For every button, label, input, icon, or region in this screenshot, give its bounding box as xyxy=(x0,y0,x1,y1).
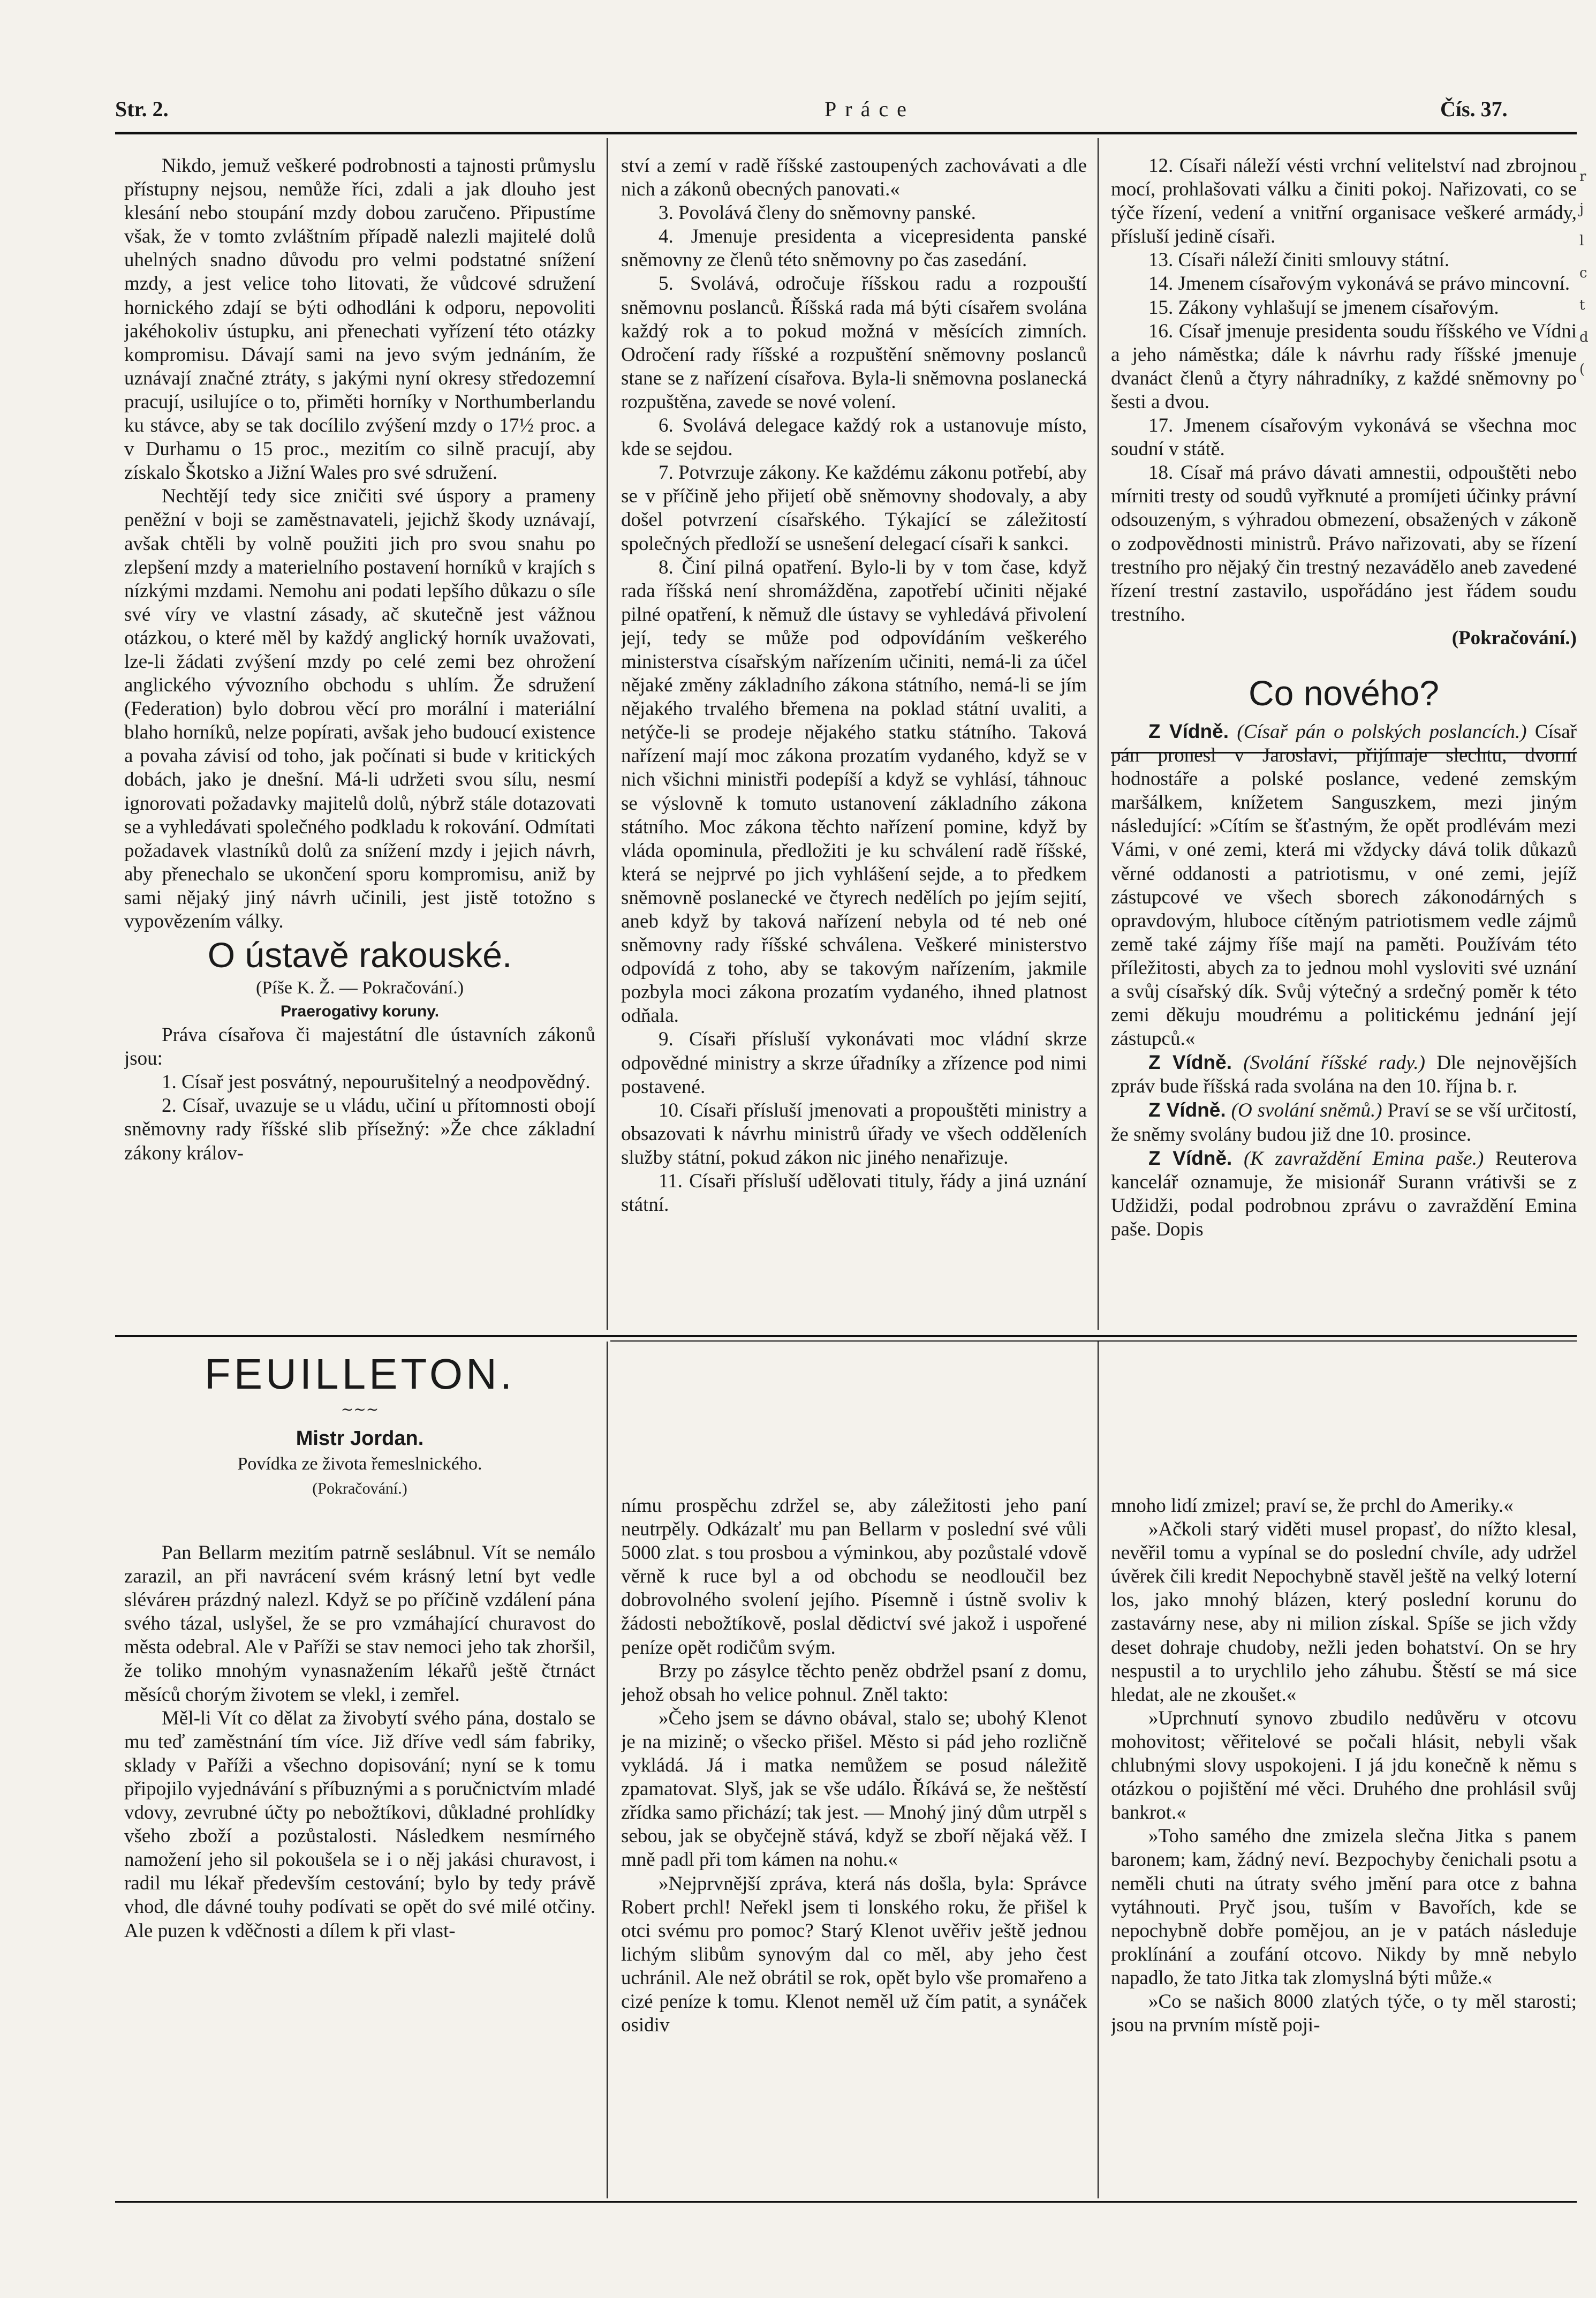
paragraph: »Uprchnutí synovo zbudilo nedůvěru v otcovu mohovitost; věřitelové se počali hlásit, nebyli však chlubnými slovy uspokojeni. I já jdu konečně k němu s otázkou o pojištění mé věci. Druhého dne prohlásil svůj bankrot.« xyxy=(1111,1707,1577,1824)
column-1-top xyxy=(124,154,595,1327)
page-number: Str. 2. xyxy=(115,97,169,121)
paragraph: »Čeho jsem se dávno obával, stalo se; ubohý Klenot je na mizině; o všecko přišel. Město si pád jeho rozličně vykládá. Já i matka nemůžem se posud náležitě zpamatovat. Slyš, jak se vše událo. Říkává se, že neštěstí zřídka samo přichází; tak jest. — Mnohý jiný dům utrpěl s sebou, jak se obyčejně stává, když se zboří nějaká věž. I mně padl při tom kámen na nohu.« xyxy=(621,1707,1087,1871)
feuilleton-heading: FEUILLETON. xyxy=(204,1350,516,1398)
paragraph: Práva císařova či majestátní dle ústavních zákonů jsou: xyxy=(124,1024,595,1070)
news-dateline: Z Vídně. xyxy=(1148,1099,1226,1121)
continuation-note: (Pokračování.) xyxy=(1451,627,1577,649)
paragraph: 9. Císaři přísluší vykonávati moc vládní skrze odpovědné ministry a skrze úřadníky a zřízence pod nimi postavené. xyxy=(621,1028,1087,1098)
section-author: (Píše K. Ž. — Pokračování.) xyxy=(255,978,464,998)
paragraph: 17. Jmenem císařovým vykonává se všechna moc soudní v státě. xyxy=(1111,415,1577,461)
paragraph: 2. Císař, uvazuje se u vládu, učiní u přítomnosti obojí sněmovny rady říšské slib přísežný: »Že chce základní zákony králov- xyxy=(124,1095,595,1164)
masthead-title: Práce xyxy=(825,97,915,121)
news-dateline: Z Vídně. xyxy=(1148,720,1229,742)
news-text: Císař pán pronesl v Jaroslavi, přijímaje slechtu, dvorní hodnostáře a polské poslance, vedené zemským maršálkem, knížetem Sanguszkem, mezi jiným následující: »Cítím se šťastným, že opět prodlévám mezi Vámi, v oné zemi, která mi vždycky dává tolik důkazů věrné oddanosti a patriotismu, v oné zemi, jejíž zástupcové ve všech sborech zákonodárných s opravdovým, hlubocе cítěným patriotismem vedle zájmů země také zájmy říše mají na paměti. Používám této příležitosti, abych za to jednou mohl vysloviti své uznání a svůj císařský dík. Svůj výtečný a srdečný poměr k této zemi děkuju moudrému a politickému jednání její zástupců.« xyxy=(1111,720,1577,1050)
column-divider-1-top xyxy=(607,138,608,1330)
story-heading xyxy=(124,1426,595,1501)
paragraph: Měl-li Vít co dělat za živobytí svého pána, dostalo se mu teď zaměstnání tím více. Již dříve vedl sám fabriky, sklady v Paříži a všechno dopisování; nyní se k tomu připojilo vyjednávání s příbuznými a s poručnictvím mladé vdovy, zevrubné účty po nebožtíkovi, důkladné prohlídky všeho zboží a pozůstalosti. Následkem nesmírného namožení jeho sil pokoušela se i o něj jakási churavost, i radil mu lékař především cestování; bylo by tedy právě vhod, dle dávné touhy podívati se opět do své milé otčiny. Ale puzen k vděčnosti a dílem k při vlast- xyxy=(124,1707,595,1942)
section-subheading: Praerogativy koruny. xyxy=(280,1003,440,1021)
feuilleton-column-3 xyxy=(1111,1494,1577,2198)
paragraph: 5. Svolává, odročuje říšskou radu a rozpouští sněmovnu poslanců. Říšská rada má býti císařem svolána každý rok a to pokud možná v měsících zimních. Odročení rady říšské a rozpuštění sněmovny poslanců stane se z nařízení císařova. Byla-li sněmovna poslanecká rozpuštěna, zavede se nové volení. xyxy=(621,273,1087,413)
paragraph: 10. Císaři přísluší jmenovati a propouštěti ministry a obsazovati k návrhu ministrů úřady ve všech odděleních služby státní, pokud zákon nic jiného nenařizuje. xyxy=(621,1099,1087,1169)
paragraph: 15. Zákony vyhlašují se jmenem císařovým. xyxy=(1148,296,1499,319)
header-rule xyxy=(115,132,1577,134)
paragraph: 3. Povolává členy do sněmovny panské. xyxy=(659,202,976,224)
news-headline: (O svolání sněmů.) xyxy=(1231,1099,1382,1122)
feuilleton-rule xyxy=(115,1335,1577,1337)
story-title: Mistr Jordan. xyxy=(296,1427,424,1450)
paragraph: »Co se našich 8000 zlatých týče, o ty měl starosti; jsou na prvním místě poji- xyxy=(1111,1990,1577,2037)
paragraph: 11. Císaři přísluší udělovati tituly, řády a jiná uznání státní. xyxy=(621,1170,1087,1216)
news-text: Dle nejnovějších zpráv bude říšská rada svolána na den 10. října b. r. xyxy=(1111,1052,1577,1098)
paragraph: nímu prospěchu zdržel se, aby záležitosti jeho paní neutrpěly. Odkázalť mu pan Bellarm v poslední své vůli 5000 zlat. s tou prosbou a výminkou, aby pozůstalé vdově věrně k ruce byl a od obchodu se neodlоučil bez dobrovolného svolení jejího. Písemně i ústně svoliv k žádosti nebožtíkově, poslal dědictví své jakož i uspořené peníze opět rodičům svým. xyxy=(621,1495,1087,1659)
column-2-top xyxy=(621,154,1087,1327)
section-title: O ústavě rakouské. xyxy=(207,935,512,975)
page-bottom-rule xyxy=(115,2201,1577,2203)
news-text: Reuterova kancelář oznamuje, že misionář Surann vrátivši se z Udžidži, podal podrobnou zprávu o zavraždění Emina paše. Dopis xyxy=(1111,1147,1577,1240)
paragraph: mnoho lidí zmizel; praví se, že prchl do Ameriky.« xyxy=(1111,1495,1514,1517)
paragraph: 18. Císař má právo dávati amnestii, odpouštěti nebo mírniti tresty od soudů vyřknuté a promíjeti účinky právní odsouzeným, s výhradou obmezení, obsažených v zákoně o zodpovědnosti ministrů. Právo nařizovati, aby se řízení trestního pro nějaký čin trestný nezavádělo aneb zavedené řízení trestní zastavilo, uspořádáno jest řádem soudu trestního. xyxy=(1111,462,1577,626)
column-divider-2-top xyxy=(1098,138,1099,1330)
column-divider-2-bottom xyxy=(1098,1342,1099,2198)
news-item xyxy=(1111,1051,1577,1098)
paragraph: Nikdo, jemuž veškeré podrobnosti a tajnosti průmyslu přístupny nejsou, nemůže říci, zdali a jak dlouho jest klesání nebo stoupání mzdy dobou zaručeno. Připustíme však, že v tomto zvláštním případě nalezli majitelé dolů uhelných snadno důvodu pro velmi podstatné snížení mzdy, a jest velice toho litovati, že vůdcové sdružení hornického zdají se býti odhodláni k odporu, nepovoliti jakéhokoliv ústupku, ani přenechati vyřízení této otázky kompromisu. Dávají sami na jevo svým jednáním, že uznávají značné ztráty, s jakými nyní okresy středozemní pracují, usilujíce o to, přiměti horníky v Northumberlandu ku stávce, aby se tak docílilo zvýšení mzdy o 17½ proc. a v Durhamu o 15 proc., mezitím co silně pracují, aby získalo Škotsko a Jižní Wales pro své sdružení. xyxy=(124,155,595,484)
paragraph: 8. Činí pilná opatření. Bylo-li by v tom čase, když rada říšská není shromážděna, zapotřebí učiniti nějaké pilné opatření, k němuž dle ústavy se vyhledává přivolení její, tedy se může pod odpovídáním veškerého ministerstva císařským nařízením učiniti, nemá-li za účel nějaké změny základního zákona státního, nemá-li se jím nějakého trvalého břemena na poklad státní uvaliti, a netýče-li se prodeje nějakého statku státního. Taková nařízení mají moc zákona prozatím vydaného, když se v nich všichni ministři podepíší a když se vyhlásí, táhnouc se výslovně k tomuto ustanovení základního zákona státního. Moc zákona těchto nařízení pomine, když by vláda opominula, předložiti je ku schválení radě říšské, která se nejprvé po jich vyhlášení sejde, a to předkem sněmovně poslanecké ve čtyrech nedělích po jejím sejití, aneb když by taková nařízení nebyla od té neb oné sněmovny rady říšské schválena. Veškeré ministerstvo odpovídá z toho, aby se takovým nařízením, jakmile pozbyla moci zákona prozatím vydaného, ihned platnost odňala. xyxy=(621,556,1087,1027)
paragraph: 16. Císař jmenuje presidenta soudu říšského ve Vídni a jeho náměstka; dále k návrhu rady říšské jmenuje dvanáct členů a čtyry náhradníky, z každé sněmovny po šesti a dvou. xyxy=(1111,320,1577,413)
paragraph: 14. Jmenem císařovým vykonává se právo mincovní. xyxy=(1148,273,1570,295)
news-headline: (Svolání říšské rady.) xyxy=(1243,1052,1425,1074)
paragraph: »Ačkoli starý viděti musel propasť, do nížto klesal, nevěřil tomu a vypínal se do poslední chvíle, ady udržel úvěrek čili kredit Nepochybně stavěl ještě na velký loterní los, jako mnohý blázen, který poslední korunu do zastavárny nese, aby ni milion získal. Spíše se jich vždy deset dohraje chudoby, nežli jeden bohatství. On se hry nespustil a to urychlilo jeho záhubu. Štěstí se má sice hledat, ale ne zkoušet.« xyxy=(1111,1518,1577,1706)
news-item xyxy=(1111,720,1577,1051)
feuilleton-column-2 xyxy=(621,1494,1087,2198)
feuilleton-rule-thin xyxy=(610,1340,1577,1342)
story-continuation: (Pokračování.) xyxy=(312,1480,407,1497)
feuilleton-column-1 xyxy=(124,1541,595,2197)
paragraph: 6. Svolává delegace každý rok a ustanovuje místo, kde se sejdou. xyxy=(621,415,1087,461)
paragraph: 4. Jmenuje presidenta a vicepresidenta panské sněmovny ze členů této sněmovny po čas zasedání. xyxy=(621,225,1087,272)
paragraph: ství a zemí v radě říšské zastoupených zachovávati a dle nich a zákonů obecných panovati.« xyxy=(621,155,1087,201)
paragraph: 7. Potvrzuje zákony. Ke každému zákonu potřebí, aby se v příčině jeho přijetí obě sněmovny shodovaly, a aby došel potvrzení císařského. Týkající se záležitostí společných předloží se usnešení delegací císaři k sankci. xyxy=(621,462,1087,555)
paragraph: 12. Císaři náleží vésti vrchní velitelství nad zbrojnou mocí, prohlašovati válku a činiti pokoj. Nařizovati, co se týče řízení, vedení a vnitřní organisace veškeré armády, přísluší jedině císaři. xyxy=(1111,155,1577,248)
story-subtitle: Povídka ze života řemeslnického. xyxy=(237,1454,482,1474)
ornament: ~~~ xyxy=(341,1400,379,1418)
paragraph: Brzy po zásylce těchto peněz obdržel psaní z domu, jehož obsah ho velice pohnul. Zněl takto: xyxy=(621,1660,1087,1706)
paragraph: 1. Císař jest posvátný, nepourušitelný a neodpovědný. xyxy=(162,1071,591,1094)
column-3-top xyxy=(1111,154,1577,1327)
paragraph: 13. Císaři náleží činiti smlouvy státní. xyxy=(1148,249,1450,272)
paragraph: »Toho samého dne zmizela slečna Jitka s panem baronem; kam, žádný neví. Bezpochyby čenichali psotu a neměli chuti na útraty svého jmění para otce z bahna vytáhnouti. Pryč jsou, tuším v Bavořích, kde se nepochybně dobře pomějou, an je v patách následuje proklínání a zoufání otcovo. Nikdy by mně nebylo napadlo, že tato Jitka tak zlomyslná býti může.« xyxy=(1111,1825,1577,1989)
news-item xyxy=(1111,1098,1577,1146)
paragraph: Pan Bellarm mezitím patrně seslábnul. Vít se nemálo zarazil, an při navrácení svém krásný letní byt vedle slévárен prázdný nalezl. Když se po příčině vzdálení pána svého tázal, uslyšel, že se pro vzmáhající churavost do města odebral. Ale v Paříži se stav nemoci jeho tak zhoršil, že toliko mnohým vynasnažením lékařů ještě čtrnáct měsíců chorým životem se vlekl, i zemřel. xyxy=(124,1542,595,1706)
news-item xyxy=(1111,1147,1577,1241)
paragraph: »Nejprvnější zpráva, která nás došla, byla: Správce Robert prchl! Neřekl jsem ti lonského roku, že přišel k otci svému pro pomoc? Starý Klenot uvěřiv ještě jednou lichým slibům synovým dal co měl, aby jeho čest uchránil. Ale než obrátil se rok, opět bylo vše promařeno a cizé peníze k tomu. Klenot neměl už čím patit, a synáček osidiv xyxy=(621,1872,1087,2037)
news-dateline: Z Vídně. xyxy=(1148,1051,1232,1074)
news-headline: (Císař pán o polských poslancích.) xyxy=(1237,720,1527,743)
news-dateline: Z Vídně. xyxy=(1148,1147,1232,1169)
margin-marks: r j l c t d ( xyxy=(1579,169,1589,378)
paragraph: Nechtějí tedy sice zničiti své úspory a prameny peněžní v boji se zaměstnavateli, jejichž škody uznávají, avšak chtěli by volně použiti jich pro svou snahu po zlepšení mzdy a materielního postavení horníků v krajích s nízkými mzdami. Nemohu ani podati lepšího důkazu o síle své víry ve vlastní zásady, ač skutečně jest vážnou otázkou, o které měl by každý anglický horník uvažovati, lze-li žádati zvýšení mzdy po celé zemi bez ohrožení anglického vývozního obchodu s uhlím. Že sdružení (Federation) bylo dobrou věcí pro morální i materiální blaho horníků, nelze popírati, avšak jeho budoucí existence a povaha závisí od toho, jak počínati si bude v kritických dobách, jako je dnešní. Má-li udržeti svou sílu, nesmí ignorovati požadavky majitelů dolů, nýbrž stále dotazovati se a vyhledávati společného podkladu k rokování. Odmítati požadavek vlastníků dolů za snížení mzdy i jejich návrh, aby přenechalo se ukončení sporu kompromisu, aniž by sami nějaký jiný návrh učinili, jest jistě totožno s vypovězením války. xyxy=(124,485,595,932)
news-text: Praví se se vší určitostí, že sněmy svolány budou již dne 10. prosince. xyxy=(1111,1099,1577,1146)
news-headline: (K zavraždění Emina paše.) xyxy=(1243,1147,1484,1170)
issue-number: Čís. 37. xyxy=(1440,97,1508,121)
column-divider-1-bottom xyxy=(607,1342,608,2198)
news-section-title: Co nového? xyxy=(1249,673,1439,713)
